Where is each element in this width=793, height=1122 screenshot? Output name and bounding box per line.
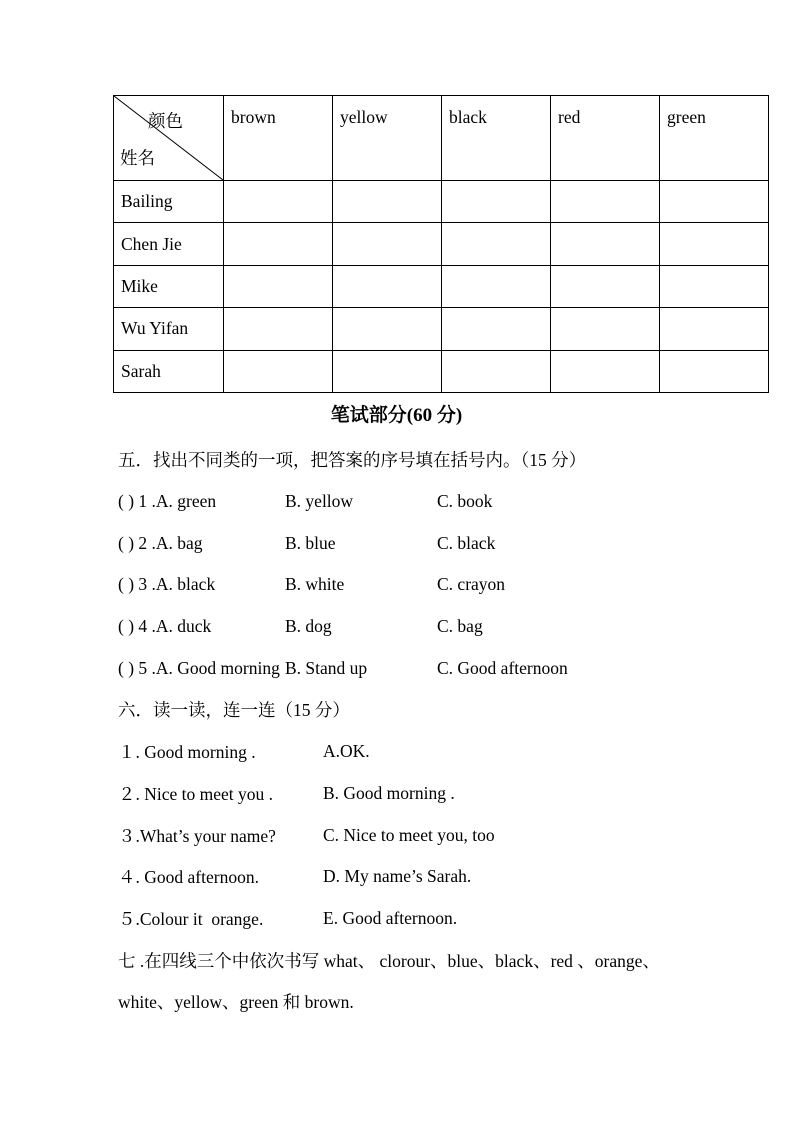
section-seven-line-1: 七 .在四线三个中依次书写 what、 clorour、blue、black、red 、orange、 xyxy=(118,950,660,971)
answer-cell xyxy=(442,308,551,350)
answer-cell xyxy=(442,265,551,307)
match-left: ２. Nice to meet you . xyxy=(118,783,274,804)
option-a: ( ) 1 .A. green xyxy=(118,491,217,512)
section-five-item-4 xyxy=(118,606,758,648)
option-a: ( ) 3 .A. black xyxy=(118,574,216,595)
answer-cell xyxy=(660,223,769,265)
column-header-red: red xyxy=(551,96,660,181)
column-header-black: black xyxy=(442,96,551,181)
answer-cell xyxy=(551,181,660,223)
match-item-5 xyxy=(118,898,758,940)
answer-cell xyxy=(224,350,333,392)
answer-cell xyxy=(660,181,769,223)
table-row xyxy=(114,223,769,265)
match-left: ４. Good afternoon. xyxy=(118,867,259,888)
section-six-heading: 六．读一读，连一连（15 分） xyxy=(118,700,350,721)
table-row xyxy=(114,350,769,392)
corner-name-label: 姓名 xyxy=(120,148,155,168)
match-right: E. Good afternoon. xyxy=(323,907,458,928)
answer-cell xyxy=(224,265,333,307)
color-name-table xyxy=(113,95,769,393)
answer-cell xyxy=(333,223,442,265)
row-label: Wu Yifan xyxy=(114,308,224,350)
section-seven-line-2: white、yellow、green 和 brown. xyxy=(118,992,354,1013)
option-a: ( ) 5 .A. Good morning xyxy=(118,657,280,678)
answer-cell xyxy=(551,223,660,265)
table-header-row xyxy=(114,96,769,181)
written-test-title: 笔试部分(60 分) xyxy=(330,405,463,426)
answer-cell xyxy=(442,350,551,392)
answer-cell xyxy=(660,265,769,307)
row-label: Mike xyxy=(114,265,224,307)
match-left: １. Good morning . xyxy=(118,742,256,763)
section-five-item-2 xyxy=(118,522,758,564)
answer-cell xyxy=(333,181,442,223)
table-corner-cell xyxy=(114,96,224,181)
option-c: C. crayon xyxy=(437,574,506,595)
column-header-brown: brown xyxy=(224,96,333,181)
section-five-item-1 xyxy=(118,481,758,523)
match-item-3 xyxy=(118,814,758,856)
match-right: B. Good morning . xyxy=(323,782,455,803)
table-row xyxy=(114,308,769,350)
match-right: C. Nice to meet you, too xyxy=(323,824,495,845)
option-a: ( ) 4 .A. duck xyxy=(118,616,212,637)
option-c: C. book xyxy=(437,491,493,512)
answer-cell xyxy=(551,265,660,307)
table-row xyxy=(114,265,769,307)
row-label: Sarah xyxy=(114,350,224,392)
match-item-2 xyxy=(118,773,758,815)
answer-cell xyxy=(224,308,333,350)
answer-cell xyxy=(333,350,442,392)
match-left: ５.Colour it orange. xyxy=(118,908,264,929)
option-b: B. blue xyxy=(285,532,336,553)
option-c: C. black xyxy=(437,532,496,553)
column-header-green: green xyxy=(660,96,769,181)
answer-cell xyxy=(442,223,551,265)
answer-cell xyxy=(224,181,333,223)
option-b: B. white xyxy=(285,574,345,595)
table-row xyxy=(114,181,769,223)
corner-color-label: 颜色 xyxy=(148,111,183,131)
answer-cell xyxy=(660,308,769,350)
answer-cell xyxy=(442,181,551,223)
option-b: B. yellow xyxy=(285,491,354,512)
option-b: B. Stand up xyxy=(285,657,368,678)
column-header-yellow: yellow xyxy=(333,96,442,181)
answer-cell xyxy=(551,350,660,392)
option-b: B. dog xyxy=(285,616,332,637)
match-item-4 xyxy=(118,856,758,898)
option-a: ( ) 2 .A. bag xyxy=(118,532,203,553)
match-item-1 xyxy=(118,731,758,773)
section-five-item-5 xyxy=(118,647,758,689)
match-right: D. My name’s Sarah. xyxy=(323,866,472,887)
row-label: Chen Jie xyxy=(114,223,224,265)
row-label: Bailing xyxy=(114,181,224,223)
answer-cell xyxy=(224,223,333,265)
answer-cell xyxy=(333,265,442,307)
option-c: C. bag xyxy=(437,616,483,637)
section-five-heading: 五．找出不同类的一项，把答案的序号填在括号内。（15 分） xyxy=(118,450,587,471)
written-test-content xyxy=(118,439,758,1023)
answer-cell xyxy=(551,308,660,350)
match-left: ３.What’s your name? xyxy=(118,825,276,846)
section-five-item-3 xyxy=(118,564,758,606)
answer-cell xyxy=(660,350,769,392)
answer-cell xyxy=(333,308,442,350)
match-right: A.OK. xyxy=(323,741,370,762)
option-c: C. Good afternoon xyxy=(437,657,568,678)
